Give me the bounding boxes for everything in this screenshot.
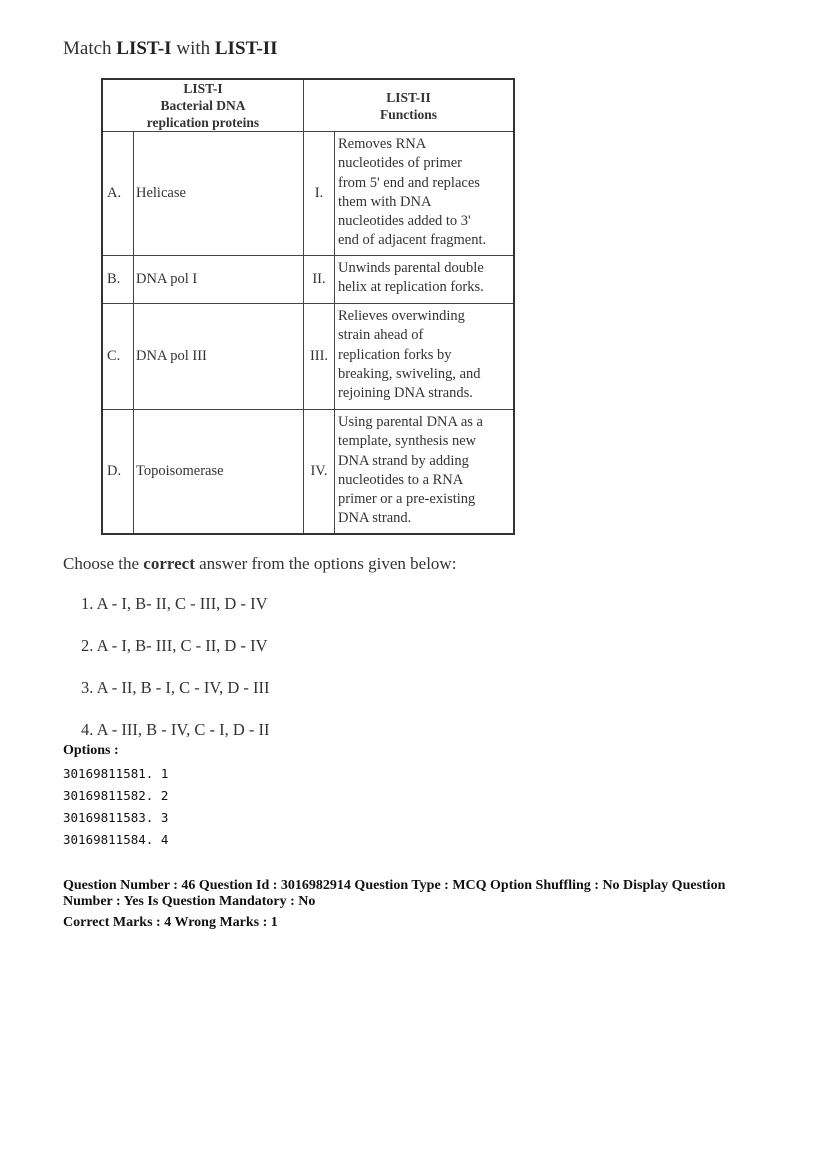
row-function: Using parental DNA as a template, synthesis new DNA strand by adding nucleotides to a RNA primer or a pre-existing DNA strand. xyxy=(335,410,515,534)
option-id-4: 30169811584. 4 xyxy=(63,832,169,847)
row-roman: IV. xyxy=(304,410,335,534)
table-row xyxy=(102,304,514,410)
row-letter: A. xyxy=(102,132,134,256)
choice-4: 4. A - III, B - IV, C - I, D - II xyxy=(81,720,270,739)
row-letter: D. xyxy=(102,410,134,534)
option-id-2: 30169811582. 2 xyxy=(63,788,169,803)
row-protein: Helicase xyxy=(134,132,304,256)
table-row xyxy=(102,256,514,304)
info-line-3: Correct Marks : 4 Wrong Marks : 1 xyxy=(63,915,278,930)
row-protein: DNA pol III xyxy=(134,304,304,410)
question-heading xyxy=(63,38,278,60)
option-id-3: 30169811583. 3 xyxy=(63,810,169,825)
row-letter: B. xyxy=(102,256,134,304)
row-function: Unwinds parental double helix at replication forks. xyxy=(335,256,515,304)
row-protein: Topoisomerase xyxy=(134,410,304,534)
question-info xyxy=(63,878,783,931)
choice-1: 1. A - I, B- II, C - III, D - IV xyxy=(81,594,268,613)
heading-list1: LIST-I xyxy=(116,38,172,59)
row-function: Relieves overwinding strain ahead of replication forks by breaking, swiveling, and rejoining DNA strands. xyxy=(335,304,515,410)
table-row xyxy=(102,410,514,534)
answer-prompt: Choose the correct answer from the options given below: xyxy=(63,554,457,573)
header-list2: LIST-II Functions xyxy=(304,79,515,132)
info-line-1: Question Number : 46 Question Id : 3016982914 Question Type : MCQ Option Shuffling : No Display Question xyxy=(63,878,726,893)
choice-3: 3. A - II, B - I, C - IV, D - III xyxy=(81,678,270,697)
heading-prefix: Match xyxy=(63,38,117,59)
table-header-row xyxy=(102,79,514,132)
match-table xyxy=(101,78,515,535)
row-function: Removes RNA nucleotides of primer from 5' end and replaces them with DNA nucleotides added to 3' end of adjacent fragment. xyxy=(335,132,515,256)
choice-2: 2. A - I, B- III, C - II, D - IV xyxy=(81,636,268,655)
info-line-2: Number : Yes Is Question Mandatory : No xyxy=(63,894,316,909)
row-roman: III. xyxy=(304,304,335,410)
header-list1: LIST-I Bacterial DNA replication proteins xyxy=(102,79,304,132)
heading-with: with xyxy=(171,38,215,59)
option-id-1: 30169811581. 1 xyxy=(63,766,169,781)
row-roman: II. xyxy=(304,256,335,304)
row-letter: C. xyxy=(102,304,134,410)
row-protein: DNA pol I xyxy=(134,256,304,304)
heading-list2: LIST-II xyxy=(214,38,278,59)
table-row xyxy=(102,132,514,256)
row-roman: I. xyxy=(304,132,335,256)
options-label: Options : xyxy=(63,743,119,758)
